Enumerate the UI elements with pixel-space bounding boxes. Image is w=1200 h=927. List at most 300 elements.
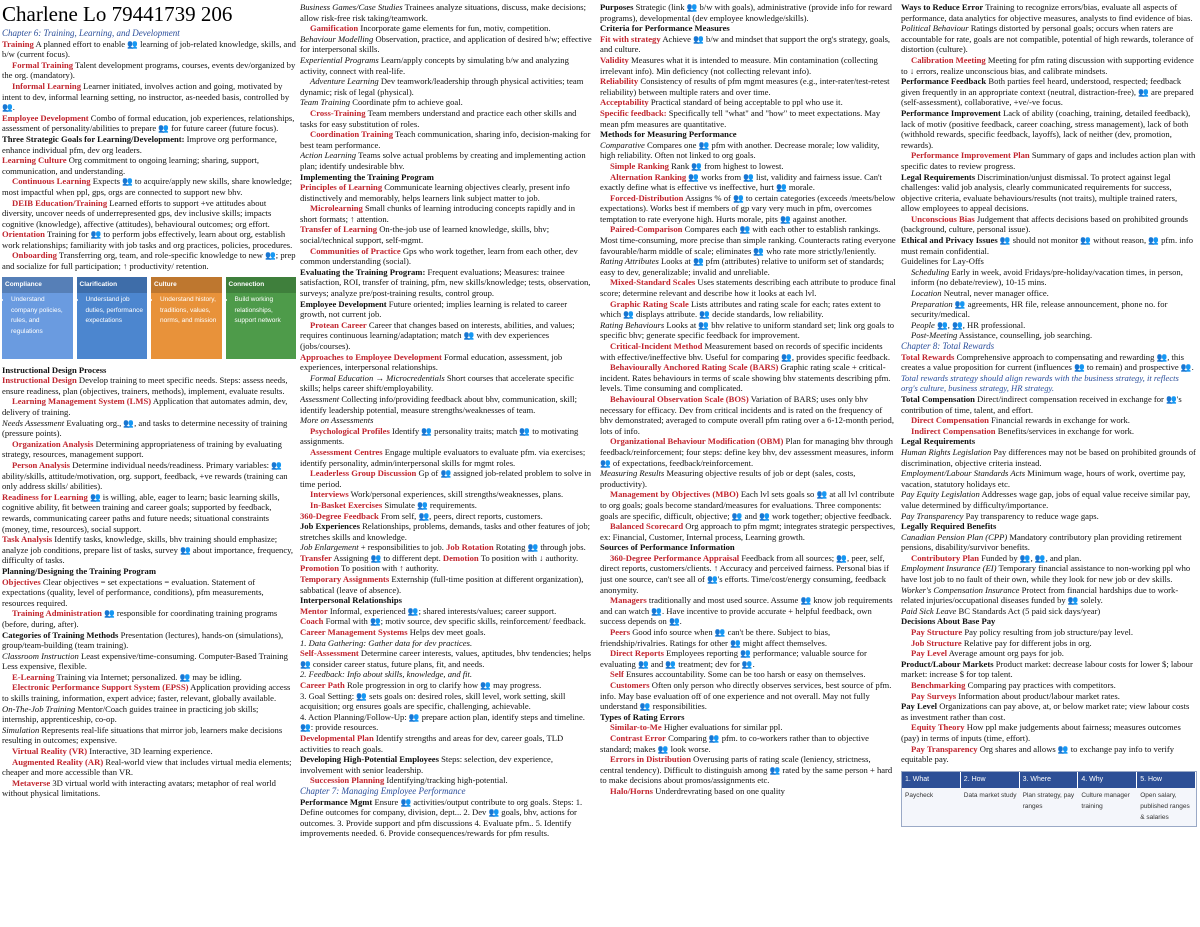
pay-transparency-diagram (901, 771, 1197, 827)
heading-legal-requirements: Legal Requirements (901, 171, 976, 182)
def-metaverse: 3D virtual world with interacting avatars; metaphor of real world without physical limitations. (2, 777, 276, 799)
def-product-labour: Product market: decrease labour costs for lower $; labour market: increase $ for top talent. (901, 658, 1193, 680)
flow-box-title: Clarification (77, 277, 148, 294)
def-employee-development-2: Future oriented; implies learning is related to career growth, not current job. (300, 298, 568, 320)
term-promotion: Promotion (300, 563, 339, 574)
def-e-learning: Training via Internet; personalized. 👥 may be idling. (56, 671, 242, 682)
heading-base-pay: Decisions About Base Pay (901, 616, 996, 627)
term-equity-theory: Equity Theory (911, 722, 965, 733)
heading-product-labour: Product/Labour Markets (901, 658, 994, 669)
term-temporary: Temporary Assignments (300, 574, 390, 585)
term-adventure: Adventure Learning (310, 76, 379, 87)
term-gamification: Gamification (310, 23, 359, 34)
def-gamification: Incorporate game elements for fun, motiv, competition. (360, 23, 551, 34)
def-organization-analysis: Determining appropriateness of training by evaluating strategy, resources, management support. (2, 438, 282, 460)
term-bos: Behavioural Observation Scale (BOS) (610, 393, 749, 404)
term-bars: Behaviourally Anchored Rating Scale (BARS) (610, 362, 779, 373)
flow-box-compliance (2, 277, 73, 359)
term-people: People (911, 319, 935, 330)
def-calibration: Meeting for pfm rating discussion with supporting evidence to ↓ errors, realize unconscious bias, and calibrate mindsets. (901, 54, 1194, 76)
def-paired-comparison: Compares each 👥 with each other to establish rankings. Most time-consuming, more precise than simple ranking. Counteracts rating everyone favourable/harm middle of scale; eliminates 👥 who rate more strictly/leniently. (600, 224, 896, 256)
def-pay-level: Average amount org pays for job. (948, 648, 1064, 659)
term-360-feedback: 360-Degree Feedback (300, 510, 379, 521)
def-experiential: Learn/apply concepts by simulating b/w and analyzing activity, connect with real-life. (300, 54, 569, 76)
def-specific-feedback: Specifically tell "what" and "how" to meet expectations. May mean pfm measures are quantitative. (600, 107, 881, 129)
def-contributory: Funded by 👥, 👥, and plan. (981, 552, 1082, 563)
def-measuring-results: Measuring objective results of job or dept (sales, costs, productivity). (600, 468, 856, 489)
flow-box-title: Connection (226, 277, 297, 294)
strip-step-2: 2. How (961, 772, 1020, 789)
def-categories: Presentation (lectures), hands-on (simulations), group/team-building (team training). (2, 629, 284, 651)
def-ei: Temporary financial assistance to non-working ppl who have lost job to no fault of their own, while they look for new job or dev skills. (901, 563, 1191, 585)
term-self: Self (610, 669, 624, 680)
def-360-feedback: From self, 👥, peers, direct reports, customers. (381, 510, 543, 521)
def-transfer: Assigning 👥 to different dept. (333, 552, 441, 563)
term-demotion: Demotion (442, 552, 479, 563)
def-comparative: Compares one 👥 pfm with another. Decrease morale; low validity, high reliability. Often not linked to org goals. (600, 139, 880, 161)
def-developmental-plan: Identify strengths and areas for dev, career goals, TLD activities to reach goals. (300, 732, 564, 754)
term-succession: Succession Planning (310, 775, 385, 786)
term-coach: Coach (300, 616, 324, 627)
def-assessment: Collecting info/providing feedback about bhv, communication, skill; identify leadership potential, measure strengths/weaknesses of team. (300, 393, 578, 415)
def-principles: Communicate learning objectives clearly, present info distinctively and memorably, helps learners link subject matter to job. (300, 182, 570, 203)
term-political: Political Behaviour (901, 23, 969, 34)
term-interviews: Interviews (310, 489, 349, 500)
def-ethical: 👥 should not monitor 👥 without reason, 👥 pfm. info must remain confidential. (901, 235, 1194, 256)
term-objectives: Objectives (2, 576, 41, 587)
def-mixed-standard: Uses statements describing each attribute to produce final score; determine relevant and describe how it looks at each lvl. (600, 277, 896, 299)
flow-box-item: • Understand company policies, rules, and regulations (11, 295, 73, 337)
def-unconscious-bias: Judgement that affects decisions based on prohibited grounds (background, culture, personal issue). (901, 213, 1188, 235)
chapter-7-heading: Chapter 7: Managing Employee Performance (300, 785, 466, 796)
term-pay-level: Pay Level (911, 648, 948, 659)
flow-box-clarification (77, 277, 148, 359)
term-critical-incident: Critical-Incident Method (610, 341, 703, 351)
term-orientation: Orientation (2, 229, 45, 240)
def-in-basket: Simulate 👥 requirements. (384, 499, 477, 510)
def-team-training: Coordinate pfm to achieve goal. (352, 97, 463, 108)
term-pay-transparency-1: Pay Transparency (901, 510, 964, 521)
def-career-path: Role progression in org to clarify how 👥 may progress. (346, 680, 542, 690)
term-scheduling: Scheduling (911, 266, 950, 277)
term-learning-culture: Learning Culture (2, 155, 67, 166)
def-learning-culture: Org commitment to ongoing learning; sharing, support, communication, and understanding. (2, 155, 260, 176)
heading-employee-development: Employee Development (300, 298, 387, 309)
term-behaviour-modelling: Behaviour Modelling (300, 33, 374, 44)
strip-detail-2: Data market study (963, 792, 1017, 800)
term-360-appraisal: 360-Degree Performance Appraisal (610, 552, 740, 563)
term-protean: Protean Career (310, 319, 367, 330)
term-task-analysis: Task Analysis (2, 534, 53, 545)
term-managers: Managers (610, 595, 647, 606)
term-person-analysis: Person Analysis (12, 460, 71, 470)
term-forced-distribution: Forced-Distribution (610, 192, 684, 203)
term-contributory: Contributory Plan (911, 552, 980, 563)
def-managers: traditionally and most used source. Assume 👥 know job requirements and can watch 👥. Have incentive to provide accurate + helpful feedback, own success depends on 👥. (600, 595, 893, 627)
def-continuous-learning: Expects 👥 to acquire/apply new skills, share knowledge; most impactful when ppl, gps, orgs are connected to support new bhv. (2, 176, 292, 197)
term-acceptability: Acceptability (600, 97, 649, 108)
term-calibration: Calibration Meeting (911, 54, 986, 65)
def-approaches: Formal education, assessment, job experiences, interpersonal relationships. (300, 351, 563, 373)
term-transfer-learning: Transfer of Learning (300, 224, 378, 235)
strip-detail-1: Paycheck (905, 792, 934, 800)
term-approaches: Approaches to Employee Development (300, 351, 442, 362)
heading-evaluating: Evaluating the Training Program: (300, 266, 426, 277)
def-post-meeting: Assistance, counselling, job searching. (958, 330, 1093, 341)
def-pay-level-2: Organizations can pay above, at, or below market rate; view labour costs as investment rather than cost. (901, 701, 1190, 722)
def-preparation: 👥 agreements, HR file, release announcement, phone no. for security/medical. (911, 298, 1168, 320)
term-rating-behaviours: Rating Behaviours (600, 319, 665, 330)
term-pay-structure: Pay Structure (911, 627, 963, 638)
flow-box-item: • Understand history, traditions, values, norms, and mission (160, 295, 222, 327)
strip-detail-3: Plan strategy, pay ranges (1022, 792, 1075, 810)
def-pay-transparency-2: Org shares and allows 👥 to exchange pay info to verify equitable pay. (901, 743, 1175, 765)
term-graphic-rating: Graphic Rating Scale (610, 298, 689, 309)
term-job-enlargement: Job Enlargement (300, 542, 359, 553)
term-communities: Communities of Practice (310, 245, 401, 256)
def-coordination: Teach communication, sharing info, decision-making for best team performance. (300, 129, 591, 150)
term-metaverse: Metaverse (12, 777, 51, 788)
term-formal-education: Formal Education → Microcredentials (310, 372, 445, 383)
heading-purposes: Purposes (600, 2, 634, 12)
flow-box-item: • Understand job duties, performance expectations (86, 295, 148, 327)
term-onboarding: Onboarding (12, 250, 57, 261)
def-temporary: Externship (full-time position at different organization), sabbatical (leave of absence). (300, 574, 584, 595)
term-training-admin: Training Administration (12, 608, 102, 619)
def-equity-theory: How ppl make judgements about fairness; measures outcomes (pay) in terms of inputs (time, effort). (901, 722, 1181, 743)
def-person-analysis: Determine individual needs/readiness. Primary variables: 👥 ability/skills, attitude/motivation, org. support, feedback, +ve rewards (training can only address skills/ abilities). (2, 460, 288, 492)
heading-rating-errors: Types of Rating Errors (600, 711, 685, 722)
term-job-structure: Job Structure (911, 637, 962, 648)
term-preparation: Preparation (911, 298, 953, 309)
term-specific-feedback: Specific feedback: (600, 107, 667, 118)
term-post-meeting: Post-Meeting (911, 330, 958, 341)
term-pay-surveys: Pay Surveys (911, 690, 957, 701)
heading-instructional-design: Instructional Design Process (2, 364, 107, 375)
term-benchmarking: Benchmarking (911, 680, 966, 690)
def-three-goals: Improve org performance, enhance individual pfm, dev org leaders. (2, 133, 277, 155)
strip-step-1: 1. What (902, 772, 961, 789)
def-formal-training: Talent development programs, courses, events dev/organized by the org. (mandatory). (2, 59, 296, 81)
def-readiness: 👥 is willing, able, eager to learn; basic learning skills, cognitive ability, fit between training and career goals; supported by feedback, rewards, communicating career paths and future needs; situational constraints (money, time, resources), social support. (2, 491, 280, 534)
def-mentor: Informal, experienced 👥; shared interests/values; career support. (329, 605, 557, 616)
term-mbo: Management by Objectives (MBO) (610, 489, 739, 500)
term-contrast-error: Contrast Error (610, 732, 666, 743)
def-employee-development: Combo of formal education, job experiences, relationships, assessment of personality/abilities to prepare 👥 for future career (future focus). (2, 112, 295, 134)
def-legal-requirements: Discrimination/unjust dismissal. To protect against legal challenges: valid job analysis, clearly communicated requirements for success, objective criteria, evaluate behaviours/results (not traits), multiple trained raters, allow employees to appeal decisions. (901, 171, 1178, 214)
def-leaderless: Gp of 👥 assigned job-related problem to solve in time period. (300, 468, 591, 489)
chapter-6-heading: Chapter 6: Training, Learning, and Development (2, 28, 180, 38)
def-halo-horns: Underdrevrating based on one quality (655, 785, 785, 796)
def-contrast-error: Comparing 👥 pfm. to co-workers rather than to objective standard; makes 👥 look worse. (600, 732, 869, 754)
def-pip: Summary of gaps and includes action plan with specific dates to review progress. (901, 150, 1196, 171)
page-title: Charlene Lo 79441739 206 (2, 2, 233, 26)
def-reduce-error: Training to recognize errors/bias, evaluate all aspects of performance, data analytics for objective measures, analysts to find evidence of bias. (901, 2, 1193, 23)
heading-performance-feedback: Performance Feedback (901, 76, 987, 87)
heading-legally-required: Legally Required Benefits (901, 521, 997, 532)
cms-step-3: 3. Goal Setting: 👥 sets goals on: desired roles, skill level, work setting, skill acquisition; org ensures goals are specific, challenging, achievable. (300, 690, 566, 712)
term-fit-strategy: Fit with strategy (600, 33, 661, 44)
def-direct-comp: Financial rewards in exchange for work. (991, 415, 1130, 426)
def-epss: Application providing access to skills training, information, expert advice; faster, relevant, globally available. (2, 682, 291, 704)
def-business-games: Trainees analyze situations, discuss, make decisions; allow risk-free risk taking/teamwork. (300, 2, 586, 23)
def-rating-attributes: Looks at 👥 pfm (attributes) relative to uniform set of standards; easy to dev, generalizable; invalid and unreliable. (600, 256, 885, 277)
def-total-rewards: Comprehensive approach to compensating and rewarding 👥, this creates a value proposition for current (influences 👥 to remain) and prospective 👥. (901, 351, 1194, 373)
term-assessment-centres: Assessment Centres (310, 446, 383, 457)
def-cpp: Mandatory contributory plan providing retirement pensions, disability/survivor benefits. (901, 531, 1182, 553)
term-classroom: Classroom Instruction (2, 650, 79, 661)
term-assessment: Assessment (300, 393, 340, 404)
def-obm: Plan for managing bhv through feedback/reinforcement; four steps: define key bhv, dev assessment measures, inform 👥 of expectations, feedback/reinforcement. (600, 436, 894, 468)
term-lms: Learning Management System (LMS) (12, 396, 152, 407)
term-ar: Augmented Reality (AR) (12, 756, 104, 767)
term-similar-to-me: Similar-to-Me (610, 722, 662, 733)
def-performance-feedback: Both parties feel heard, understood, respected; feedback given frequently in an appropriate context (neutral, distraction-free), 👥 are prepared (self-assessment), collaborative, +ve/-ve focus. (901, 76, 1194, 108)
def-onboarding: Transferring org, team, and role-specific knowledge to new 👥; prep and socialize for full participation; ↑ productivity/ retention. (2, 250, 296, 272)
def-360-appraisal: Feedback from all sources; 👥, peer, self, direct reports, customers/clients. ↑ Accuracy and perceived fairness. Personal bias if just one source, can't see all of 👥's efforts. Time/cost/energy consuming, feedback anonymity. (600, 552, 889, 595)
term-leaderless: Leaderless Group Discussion (310, 468, 417, 479)
term-ojt: On-The-Job Training (2, 703, 76, 714)
def-simple-ranking: Rank 👥 from highest to lowest. (671, 160, 784, 171)
term-peers: Peers (610, 627, 631, 638)
flow-box-culture (151, 277, 222, 359)
def-transfer-learning: On-the-job use of learned knowledge, skills, bhv; social/technical support, self-mgmt. (300, 224, 550, 246)
term-workers-comp: Worker's Compensation Insurance (901, 584, 1020, 595)
def-job-structure: Relative pay for different jobs in org. (963, 637, 1092, 648)
def-rating-behaviours: Looks at 👥 bhv relative to uniform standard set; link org goals to specific bhv; generate specific feedback for improvement. (600, 319, 895, 341)
def-esa: Minimum wage, hours of work, overtime pay, vacation, statutory holidays etc. (901, 468, 1186, 489)
def-workers-comp: Protect from financial hardships due to work-related injuries/occupational diseases funded by 👥 solely. (901, 584, 1179, 606)
heading-pay-level-2: Pay Level (901, 701, 938, 712)
column-3 (600, 2, 896, 925)
heading-ethical: Ethical and Privacy Issues (901, 235, 998, 246)
def-forced-distribution: Assigns % of 👥 to certain categories (exceeds /meets/below expectations). Works best if members of gp vary very much in pfm, overcomes temptation to rate everyone high. Hurts morale, pits 👥 against another. (600, 192, 896, 224)
def-political: Ratings distorted by personal goals; occurs when raters are accountable for rate, goals are not compatible, potential of high rewards, tolerance of distortion (culture). (901, 23, 1194, 55)
def-instructional-design: Develop training to meet specific needs. Steps: assess needs, ensure readiness, plan (objectives, trainers, methods), implement, evaluate results. (2, 375, 288, 396)
def-training: A planned effort to enable 👥 learning of job-related knowledge, skills, and b/w (current focus). (2, 38, 296, 60)
def-ojt: Mentor/Coach guides trainee in practicing job skills; internship, apprenticeship, co-op. (2, 703, 259, 725)
term-mentor: Mentor (300, 605, 328, 616)
term-developmental-plan: Developmental Plan (300, 732, 374, 743)
def-purposes: Strategic (link 👥 b/w with goals), administrative (provide info for reward programs), developmental (dev employee knowledge/skills). (600, 2, 892, 23)
heading-three-goals: Three Strategic Goals for Learning/Development: (2, 133, 185, 144)
def-promotion: To position with ↑ authority. (341, 563, 439, 574)
term-reliability: Reliability (600, 76, 639, 87)
def-classroom: Least expensive/time-consuming. Computer-Based Training Less expensive, flexible. (2, 650, 288, 672)
def-task-analysis: Identify tasks, knowledge, skills, bhv training should emphasize; analyze job conditions, prepare list of tasks, survey 👥 about importance, frequency, difficulty of tasks. (2, 534, 294, 566)
cms-step-1: 1. Data Gathering: Gather data for dev practices. (300, 637, 473, 648)
term-psych-profiles: Psychological Profiles (310, 425, 390, 436)
chapter-8-heading: Chapter 8: Total Rewards (901, 341, 995, 351)
def-formal-education: Short courses that accelerate specific skills; helps career shift/employability. (300, 372, 574, 394)
def-bos: Variation of BARS; uses only bhv necessary for efficacy. Dev from critical incidents and is rated on the frequency of bhv demonstrated; averaged to compute overall pfm rating over a 6-12-month period, lots of info. (600, 393, 895, 436)
def-lms: Application that automates admin, dev, delivery of training. (2, 396, 288, 418)
term-experiential: Experiential Programs (300, 54, 379, 65)
heading-implementing: Implementing the Training Program (300, 171, 434, 182)
def-informal-learning: Learner initiated, involves action and going, motivated by intent to dev, informal learning setting, no instructor, as-needed basis, controlled by 👥. (2, 80, 290, 113)
term-errors-distribution: Errors in Distribution (610, 754, 692, 765)
def-pay-surveys: Information about product/labour market rates. (958, 690, 1120, 701)
def-microlearning: Small chunks of learning introducing concepts rapidly and in short formats; ↑ attention. (300, 203, 576, 224)
term-balanced-scorecard: Balanced Scorecard (610, 521, 684, 532)
def-cms: Helps dev meet goals. (409, 627, 486, 638)
def-self: Ensures accountability. Some can be too harsh or easy on themselves. (626, 669, 866, 680)
def-paid-sick: BC Standards Act (5 paid sick days/year) (958, 605, 1101, 616)
term-epss: Electronic Performance Support System (EPSS) (12, 682, 189, 693)
term-organization-analysis: Organization Analysis (12, 438, 94, 449)
def-acceptability: Practical standard of being acceptable to ppl who use it. (650, 97, 843, 108)
def-total-comp: Direct/indirect compensation received in exchange for 👥's contribution of time, talent, and effort. (901, 393, 1182, 415)
term-self-assessment: Self-Assessment (300, 648, 359, 659)
def-self-assessment: Determine career interests, values, aptitudes, bhv tendencies; helps 👥 consider career status, future plans, fit, and needs. (300, 648, 591, 669)
column-1 (2, 2, 296, 925)
def-psych-profiles: Identify 👥 personality traits; match 👥 to motivating assignments. (300, 425, 579, 447)
term-cms: Career Management Systems (300, 627, 408, 638)
term-microlearning: Microlearning (310, 203, 363, 214)
term-ei: Employment Insurance (EI) (901, 563, 997, 574)
strip-detail-4: Culture manager training (1081, 792, 1130, 810)
term-career-path: Career Path (300, 680, 345, 690)
term-needs-assessment: Needs Assessment (2, 417, 65, 428)
term-direct-reports: Direct Reports (610, 648, 665, 659)
def-needs-assessment: Evaluating org., 👥, and tasks to determine necessity of training (pressure points). (2, 417, 288, 439)
def-bars: Graphic rating scale + critical-incident. Rates behaviours in terms of scale showing bhv statements describing pfm. levels. Time consuming and complicated. (600, 362, 891, 394)
flow-box-connection (226, 277, 297, 359)
def-fit-strategy: Achieve 👥 b/w and mindset that support the org's strategy, goals, and culture. (600, 33, 891, 55)
term-human-rights: Human Rights Legislation (901, 446, 992, 457)
def-job-experiences: Relationships, problems, demands, tasks and other features of job; stretches skills and knowledge. (300, 521, 591, 542)
flow-box-title: Compliance (2, 277, 73, 294)
term-comparative: Comparative (600, 139, 645, 150)
def-communities: Gps who work together, learn from each other, dev common understanding (social). (300, 245, 578, 267)
def-peers: Good info source when 👥 can't be there. Subject to bias, friendship/rivalries. Ratings for other 👥 might affect themselves. (600, 627, 831, 648)
term-deib: DEIB Education/Training (12, 197, 108, 208)
heading-performance-mgmt: Performance Mgmt (300, 796, 373, 807)
def-reliability: Consistency of results of pfm mgmt measures (e.g., inter-rater/test-retest reliability) between multiple raters and over time. (600, 76, 890, 97)
def-job-enlargement: + responsibilities to job. (360, 542, 444, 553)
def-performance-improvement: Lack of ability (coaching, training, detailed feedback), lack of motiv (positive feedback, career coaching, stress management), lack of both (withhold rewards, specific feedback, layoffs), lack of neither (dev, promotion, rewards). (901, 107, 1191, 150)
term-rating-attributes: Rating Attributes (600, 256, 659, 267)
term-cpp: Canadian Pension Plan (CPP) (901, 531, 1008, 542)
term-measuring-results: Measuring Results (600, 468, 665, 479)
term-paid-sick: Paid Sick Leave (901, 605, 957, 616)
total-rewards-strategy: Total rewards strategy should align rewards with the business strategy, it reflects org's culture, business strategy, HR strategy. (901, 372, 1179, 394)
term-pay-transparency-2: Pay Transparency (911, 743, 978, 754)
term-pip: Performance Improvement Plan (911, 150, 1030, 161)
heading-layoffs: Guidelines for Lay-Offs (901, 256, 984, 267)
strip-step-3: 3. Where (1020, 772, 1079, 789)
def-succession: Identifying/tracking high-potential. (386, 775, 508, 786)
def-job-rotation: Rotating 👥 through jobs. (495, 542, 586, 553)
def-people: 👥, 👥, HR professional. (937, 319, 1026, 330)
term-total-rewards: Total Rewards (901, 351, 955, 362)
cms-step-2: 2. Feedback: Info about skills, knowledge, and fit. (300, 669, 473, 680)
def-direct-reports: Employees reporting 👥 performance; valuable source for evaluating 👥 and 👥 treatment; dev for 👥. (600, 648, 867, 669)
def-similar-to-me: Higher evaluations for similar ppl. (663, 722, 783, 733)
term-customers: Customers (610, 680, 650, 690)
def-simulation: Represents real-life situations that mirror job, learners make decisions resulting in outcomes; expensive. (2, 724, 283, 746)
def-customers: Often only person who directly observes services, best source of pfm. info. May base evaluation off of one experience and not overall. May not fully understand 👥 responsibilities. (600, 680, 892, 712)
def-deib: Learned efforts to support +ve attitudes about diversity, uncover needs of underrepresented gps, dev inclusive skills; impacts cognitive (knowledge), affective (attitudes), behavioural outcomes; org effort. (2, 197, 272, 229)
def-mbo: Each lvl sets goals so 👥 at all lvl contribute to org goals; goals become standard/measures for evaluations. Three components: goals are specific, difficult, objective; 👥 and 👥 work together; objective feedback. (600, 489, 895, 521)
def-performance-mgmt: Ensure 👥 activities/output contribute to org goals. Steps: 1. Define outcomes for company, division, dept... 2. Dev 👥 goals, bhv, actions for outcomes. 3. Provide support and pfm discussions 4. Evaluate pfm.. 5. Identify improvements needed. 6. Provide consequences/rewards for pfm results. (300, 796, 583, 839)
def-protean: Career that changes based on interests, abilities, and values; requires continuous learning/adaptation; match 👥 with dev experiences (jobs/courses). (300, 319, 575, 351)
column-4 (901, 2, 1197, 925)
def-validity: Measures what it is intended to measure. Min contamination (collecting irrelevant info). Min deficiency (not collecting relevant info). (600, 54, 878, 76)
def-location: Neutral, never manager office. (943, 288, 1049, 299)
term-employee-development: Employee Development (2, 112, 89, 123)
flow-box-title: Culture (151, 277, 222, 294)
def-pay-structure: Pay policy resulting from job structure/pay level. (964, 627, 1134, 638)
term-coordination: Coordination Training (310, 129, 394, 140)
term-action-learning: Action Learning (300, 150, 357, 161)
def-evaluating: Frequent evaluations; Measures: trainee satisfaction, ROI, transfer of training, pfm, new skills/knowledge; tests, observation, surveys; analyze pre/post-training results, control group. (300, 266, 591, 299)
term-esa: Employment/Labour Standards Acts (901, 468, 1026, 479)
def-objectives: Clear objectives = set expectations = evaluation. Statement of expectations (quality, level of performance, conditions), pfm measurements, resources required. (2, 576, 264, 608)
strip-step-5: 5. How (1137, 772, 1196, 789)
term-in-basket: In-Basket Exercises (310, 499, 383, 510)
def-action-learning: Teams solve actual problems by creating and implementing action plan; identify undesirable bhv. (300, 150, 586, 171)
def-pay-transparency-1: Pay transparency to reduce wage gaps. (965, 510, 1099, 521)
term-halo-horns: Halo/Horns (610, 785, 653, 796)
term-alternation: Alternation Ranking (610, 171, 687, 182)
term-unconscious-bias: Unconscious Bias (911, 213, 975, 224)
term-team-training: Team Training (300, 97, 351, 108)
term-continuous-learning: Continuous Learning (12, 176, 91, 187)
def-interviews: Work/personal experiences, skill strengths/weaknesses, plans. (350, 489, 564, 500)
term-transfer: Transfer (300, 552, 332, 563)
term-simple-ranking: Simple Ranking (610, 160, 669, 171)
term-simulation: Simulation (2, 724, 40, 735)
def-graphic-rating: Lists attributes and rating scale for each; rates extent to which 👥 displays attribute. 👥 decide standards, low reliability. (600, 298, 881, 320)
term-formal-training: Formal Training (12, 59, 74, 70)
def-balanced-scorecard: Org approach to pfm mgmt; integrates strategic perspectives, ex: Financial, Customer, Internal process, Learning growth. (600, 521, 896, 542)
term-job-experiences: Job Experiences (300, 521, 360, 532)
term-obm: Organizational Behaviour Modification (OBM) (610, 436, 784, 447)
def-cross-training: Team members understand and practice each other skills and tasks for easy substitution of roles. (300, 107, 577, 129)
def-training-admin: 👥 responsible for coordinating training programs (before, during, after). (2, 608, 278, 629)
def-benchmarking: Comparing pay practices with competitors. (967, 680, 1116, 690)
def-assessment-centres: Engage multiple evaluators to evaluate pfm. via exercises; identify personality, admin/interpersonal skills for mgmt roles. (300, 446, 586, 468)
def-ar: Real-world view that includes virtual media elements; cheaper and more accessible than VR. (2, 756, 292, 778)
heading-sources: Sources of Performance Information (600, 542, 735, 553)
heading-methods: Methods for Measuring Performance (600, 129, 737, 140)
heading-categories: Categories of Training Methods (2, 629, 119, 640)
flow-box-item: • Build working relationships, support network (235, 295, 297, 327)
heading-interpersonal: Interpersonal Relationships (300, 595, 402, 606)
term-readiness: Readiness for Learning (2, 491, 88, 502)
heading-criteria: Criteria for Performance Measures (600, 23, 730, 34)
cms-step-4: 4. Action Planning/Follow-Up: 👥 prepare action plan, identify steps and timeline. 👥: provide resources. (300, 711, 585, 733)
def-scheduling: Early in week, avoid Fridays/pre-holiday/vacation times, in person, inform (no debate/review), 10-15 mins. (911, 266, 1183, 288)
term-vr: Virtual Reality (VR) (12, 746, 88, 757)
def-orientation: Training for 👥 to perform jobs effectively, learn about org, establish work relationships; familiarity with job tasks and org practices, policies, procedures. (2, 229, 293, 250)
def-high-potential: Steps: selection, dev experience, involvement with senior leadership. (300, 754, 554, 775)
def-pay-equity: Addresses wage gap, jobs of equal value receive similar pay, value determined by difficulty/importance. (901, 489, 1191, 510)
def-behaviour-modelling: Observation, practice, and application of desired b/w; effective for interpersonal skills. (300, 33, 592, 55)
def-critical-incident: Measurement based on records of specific incidents with effective/ineffective bhv. Useful for comparing 👥, provides specific feedback. (600, 341, 890, 362)
heading-high-potential: Developing High-Potential Employees (300, 754, 439, 765)
def-alternation: 👥 works from 👥 list, validity and fairness issue. Can't exactly define what is effective vs ineffective, hurt 👥 morale. (600, 171, 882, 193)
term-e-learning: E-Learning (12, 671, 55, 682)
term-principles: Principles of Learning (300, 182, 383, 193)
term-business-games: Business Games/Case Studies (300, 2, 403, 12)
def-adventure: Dev teamwork/leadership through physical activities; team dynamic; risk of legal (physical). (300, 76, 584, 97)
def-coach: Formal with 👥; motiv source, dev specific skills, reinforcement/ feedback. (325, 616, 586, 627)
term-mixed-standard: Mixed-Standard Scales (610, 277, 696, 288)
strip-detail-5: Open salary, published ranges & salaries (1140, 792, 1190, 821)
heading-performance-improvement: Performance Improvement (901, 107, 1001, 118)
